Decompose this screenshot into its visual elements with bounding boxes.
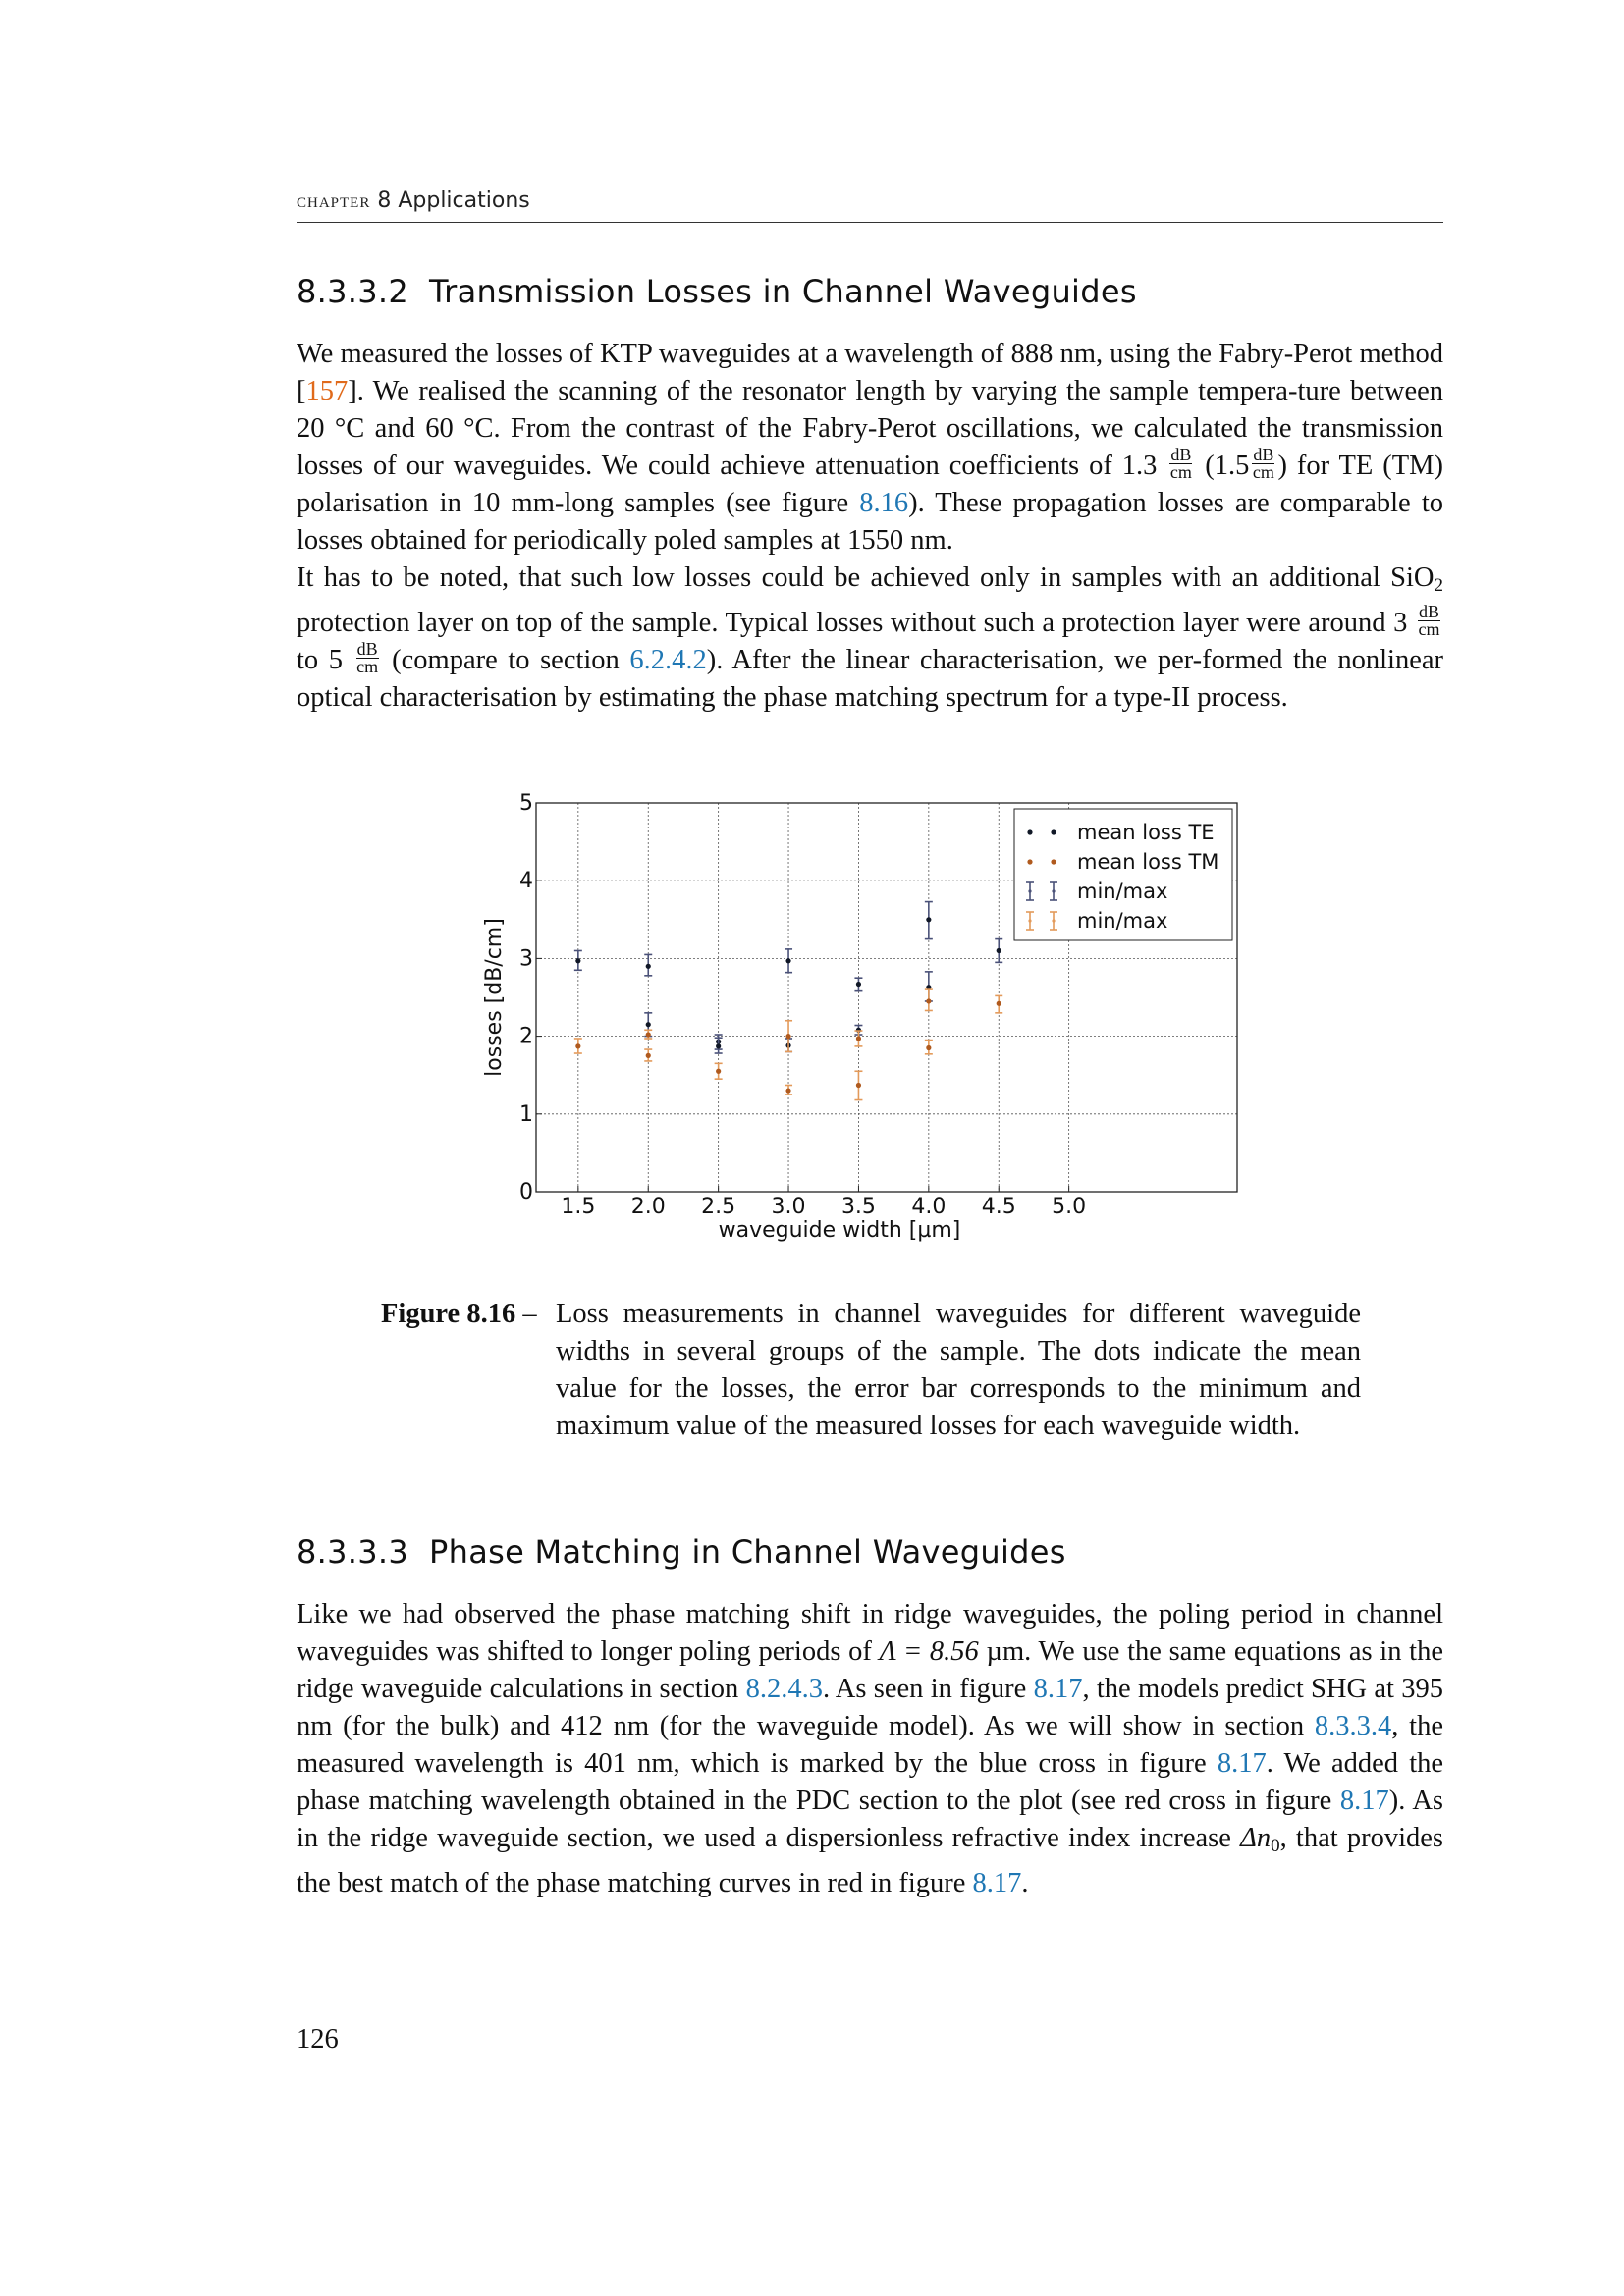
legend-label: min/max xyxy=(1077,880,1168,903)
unit-fraction xyxy=(1252,444,1274,482)
text: ) for TE (TM) polarisation in 10 mm-long samples (see figure xyxy=(297,451,1444,518)
math-lambda: Λ = 8.56 xyxy=(879,1636,979,1667)
unit-num: dB xyxy=(1253,444,1274,464)
text: It has to be noted, that such low losses could be achieved only in samples with an additional SiO xyxy=(297,562,1435,593)
x-tick-label: 4.0 xyxy=(911,1195,947,1219)
text: ]. We realised the scanning of the resonator length by varying the sample tempera-ture between 20 °C and 60 °C. From the contrast of the Fabry-Perot oscillations, we calculated the transmission losses of our waveguides. We could achieve attenuation coefficients of 1.3 xyxy=(297,376,1443,481)
text: . As seen in figure xyxy=(822,1674,1027,1704)
x-tick-label: 5.0 xyxy=(1052,1195,1087,1219)
y-tick-label: 4 xyxy=(519,869,533,894)
loss-chart xyxy=(481,785,1257,1256)
running-header xyxy=(297,188,1443,223)
text: ). These propagation losses are comparable to losses obtained for periodically poled samples at 1550 nm. xyxy=(297,488,1443,556)
x-tick-label: 4.5 xyxy=(981,1195,1016,1219)
legend-marker xyxy=(1051,859,1056,864)
legend-label: min/max xyxy=(1077,909,1168,933)
unit-fraction xyxy=(1169,444,1192,482)
section-heading-8-3-3-3 xyxy=(297,1533,1066,1571)
y-axis-label: losses [dB/cm] xyxy=(482,918,507,1077)
paragraph-3 xyxy=(297,1596,1443,1902)
figure-label: Figure 8.16 xyxy=(381,1299,516,1329)
text: , that provides the best match of the phase matching curves in red in figure xyxy=(297,1823,1444,1898)
x-tick-label: 1.5 xyxy=(561,1195,596,1219)
te-point xyxy=(856,982,861,987)
te-point xyxy=(575,958,580,963)
tm-point xyxy=(856,1083,861,1088)
te-point xyxy=(785,958,790,963)
legend-marker xyxy=(1028,919,1031,922)
y-tick-label: 5 xyxy=(519,791,533,816)
text: (compare to section xyxy=(392,645,620,675)
legend-label: mean loss TM xyxy=(1077,850,1219,874)
section-link[interactable]: 8.2.4.3 xyxy=(745,1674,823,1704)
y-tick-label: 2 xyxy=(519,1024,533,1049)
citation-link[interactable]: 157 xyxy=(305,376,349,406)
text: µm. We use the same equations as in the ridge waveguide calculations in section xyxy=(297,1636,1444,1704)
figure-caption xyxy=(381,1296,1361,1441)
unit-num: dB xyxy=(356,638,378,659)
text: protection layer on top of the sample. Typical losses without such a protection layer were around 3 xyxy=(297,608,1408,638)
section1-body xyxy=(297,336,1443,717)
paragraph-1 xyxy=(297,336,1443,560)
chapter-title: Applications xyxy=(398,188,530,213)
chapter-number: 8 xyxy=(377,188,392,213)
text: . We added the phase matching wavelength obtained in the PDC section to the plot (see red cross in figure xyxy=(297,1748,1444,1816)
legend-marker xyxy=(1027,859,1032,864)
section-number: 8.3.3.3 xyxy=(297,1533,409,1571)
caption-dash: – xyxy=(522,1299,537,1329)
text: , the measured wavelength is 401 nm, which is marked by the blue cross in figure xyxy=(297,1711,1443,1779)
y-tick-label: 0 xyxy=(519,1180,533,1204)
te-point xyxy=(997,948,1001,953)
text: . xyxy=(1021,1868,1029,1898)
math-delta-n: Δn xyxy=(1240,1823,1272,1853)
legend-marker xyxy=(1052,919,1055,922)
tm-point xyxy=(785,1034,790,1039)
tm-point xyxy=(926,1045,931,1050)
text: We measured the losses of KTP waveguides at a wavelength of 888 nm, using the Fabry-Perot method [ xyxy=(297,339,1443,406)
tm-point xyxy=(646,1032,651,1037)
section2-body xyxy=(297,1596,1443,1902)
text: (1.5 xyxy=(1205,451,1250,481)
unit-fraction xyxy=(356,638,379,676)
figure-link[interactable]: 8.17 xyxy=(1033,1674,1083,1704)
unit-den: cm xyxy=(1418,618,1440,639)
paragraph-2 xyxy=(297,560,1443,717)
tm-point xyxy=(575,1043,580,1048)
text: ). After the linear characterisation, we per-formed the nonlinear optical characterisation by estimating the phase matching spectrum for a type-II process. xyxy=(297,645,1444,713)
y-tick-label: 3 xyxy=(519,946,533,972)
legend-marker xyxy=(1028,889,1031,892)
text: Like we had observed the phase matching shift in ridge waveguides, the poling period in channel waveguides was shifted to longer poling periods of xyxy=(297,1599,1443,1667)
unit-den: cm xyxy=(1169,461,1192,482)
x-axis-label: waveguide width [µm] xyxy=(718,1218,961,1243)
x-tick-label: 2.5 xyxy=(701,1195,736,1219)
text: ). As in the ridge waveguide section, we used a dispersionless refractive index increase xyxy=(297,1786,1444,1853)
legend-label: mean loss TE xyxy=(1077,821,1215,844)
section-number: 8.3.3.2 xyxy=(297,273,409,310)
tm-point xyxy=(997,1001,1001,1006)
subscript: 2 xyxy=(1434,575,1443,596)
text: to 5 xyxy=(297,645,343,675)
legend-marker xyxy=(1051,829,1056,834)
figure-link[interactable]: 8.17 xyxy=(972,1868,1022,1898)
tm-point xyxy=(646,1053,651,1058)
section-link[interactable]: 6.2.4.2 xyxy=(629,645,707,675)
x-tick-label: 3.0 xyxy=(771,1195,806,1219)
tm-point xyxy=(785,1088,790,1093)
caption-text: Loss measurements in channel waveguides for different waveguide widths in several groups of the sample. The dots indicate the mean value for the losses, the error bar corresponds to the minimum and maximum value of the measured losses for each waveguide width. xyxy=(556,1299,1361,1441)
unit-fraction xyxy=(1418,601,1440,639)
unit-den: cm xyxy=(1252,461,1274,482)
section-link[interactable]: 8.3.3.4 xyxy=(1314,1711,1392,1741)
section-title: Phase Matching in Channel Waveguides xyxy=(429,1533,1066,1571)
tm-point xyxy=(856,1036,861,1041)
unit-num: dB xyxy=(1418,601,1439,621)
figure-8-16 xyxy=(481,785,1257,1256)
text: , the models predict SHG at 395 nm (for the bulk) and 412 nm (for the waveguide model). As we will show in section xyxy=(297,1674,1444,1741)
x-tick-label: 3.5 xyxy=(840,1195,876,1219)
figure-link[interactable]: 8.16 xyxy=(859,488,909,518)
tm-point xyxy=(716,1069,721,1074)
page-number: 126 xyxy=(297,2024,339,2055)
te-point xyxy=(926,917,931,922)
te-point xyxy=(716,1043,721,1048)
x-tick-label: 2.0 xyxy=(630,1195,666,1219)
te-point xyxy=(646,1022,651,1027)
y-tick-label: 1 xyxy=(519,1101,533,1127)
unit-den: cm xyxy=(356,656,379,676)
chapter-word: chapter xyxy=(297,188,371,212)
section-heading-8-3-3-2 xyxy=(297,273,1137,310)
subscript: 0 xyxy=(1271,1836,1280,1856)
figure-link[interactable]: 8.17 xyxy=(1217,1748,1267,1779)
legend-marker xyxy=(1052,889,1055,892)
section-title: Transmission Losses in Channel Waveguides xyxy=(429,273,1137,310)
figure-link[interactable]: 8.17 xyxy=(1339,1786,1389,1816)
te-point xyxy=(646,964,651,969)
legend-marker xyxy=(1027,829,1032,834)
tm-point xyxy=(926,998,931,1003)
unit-num: dB xyxy=(1170,444,1192,464)
